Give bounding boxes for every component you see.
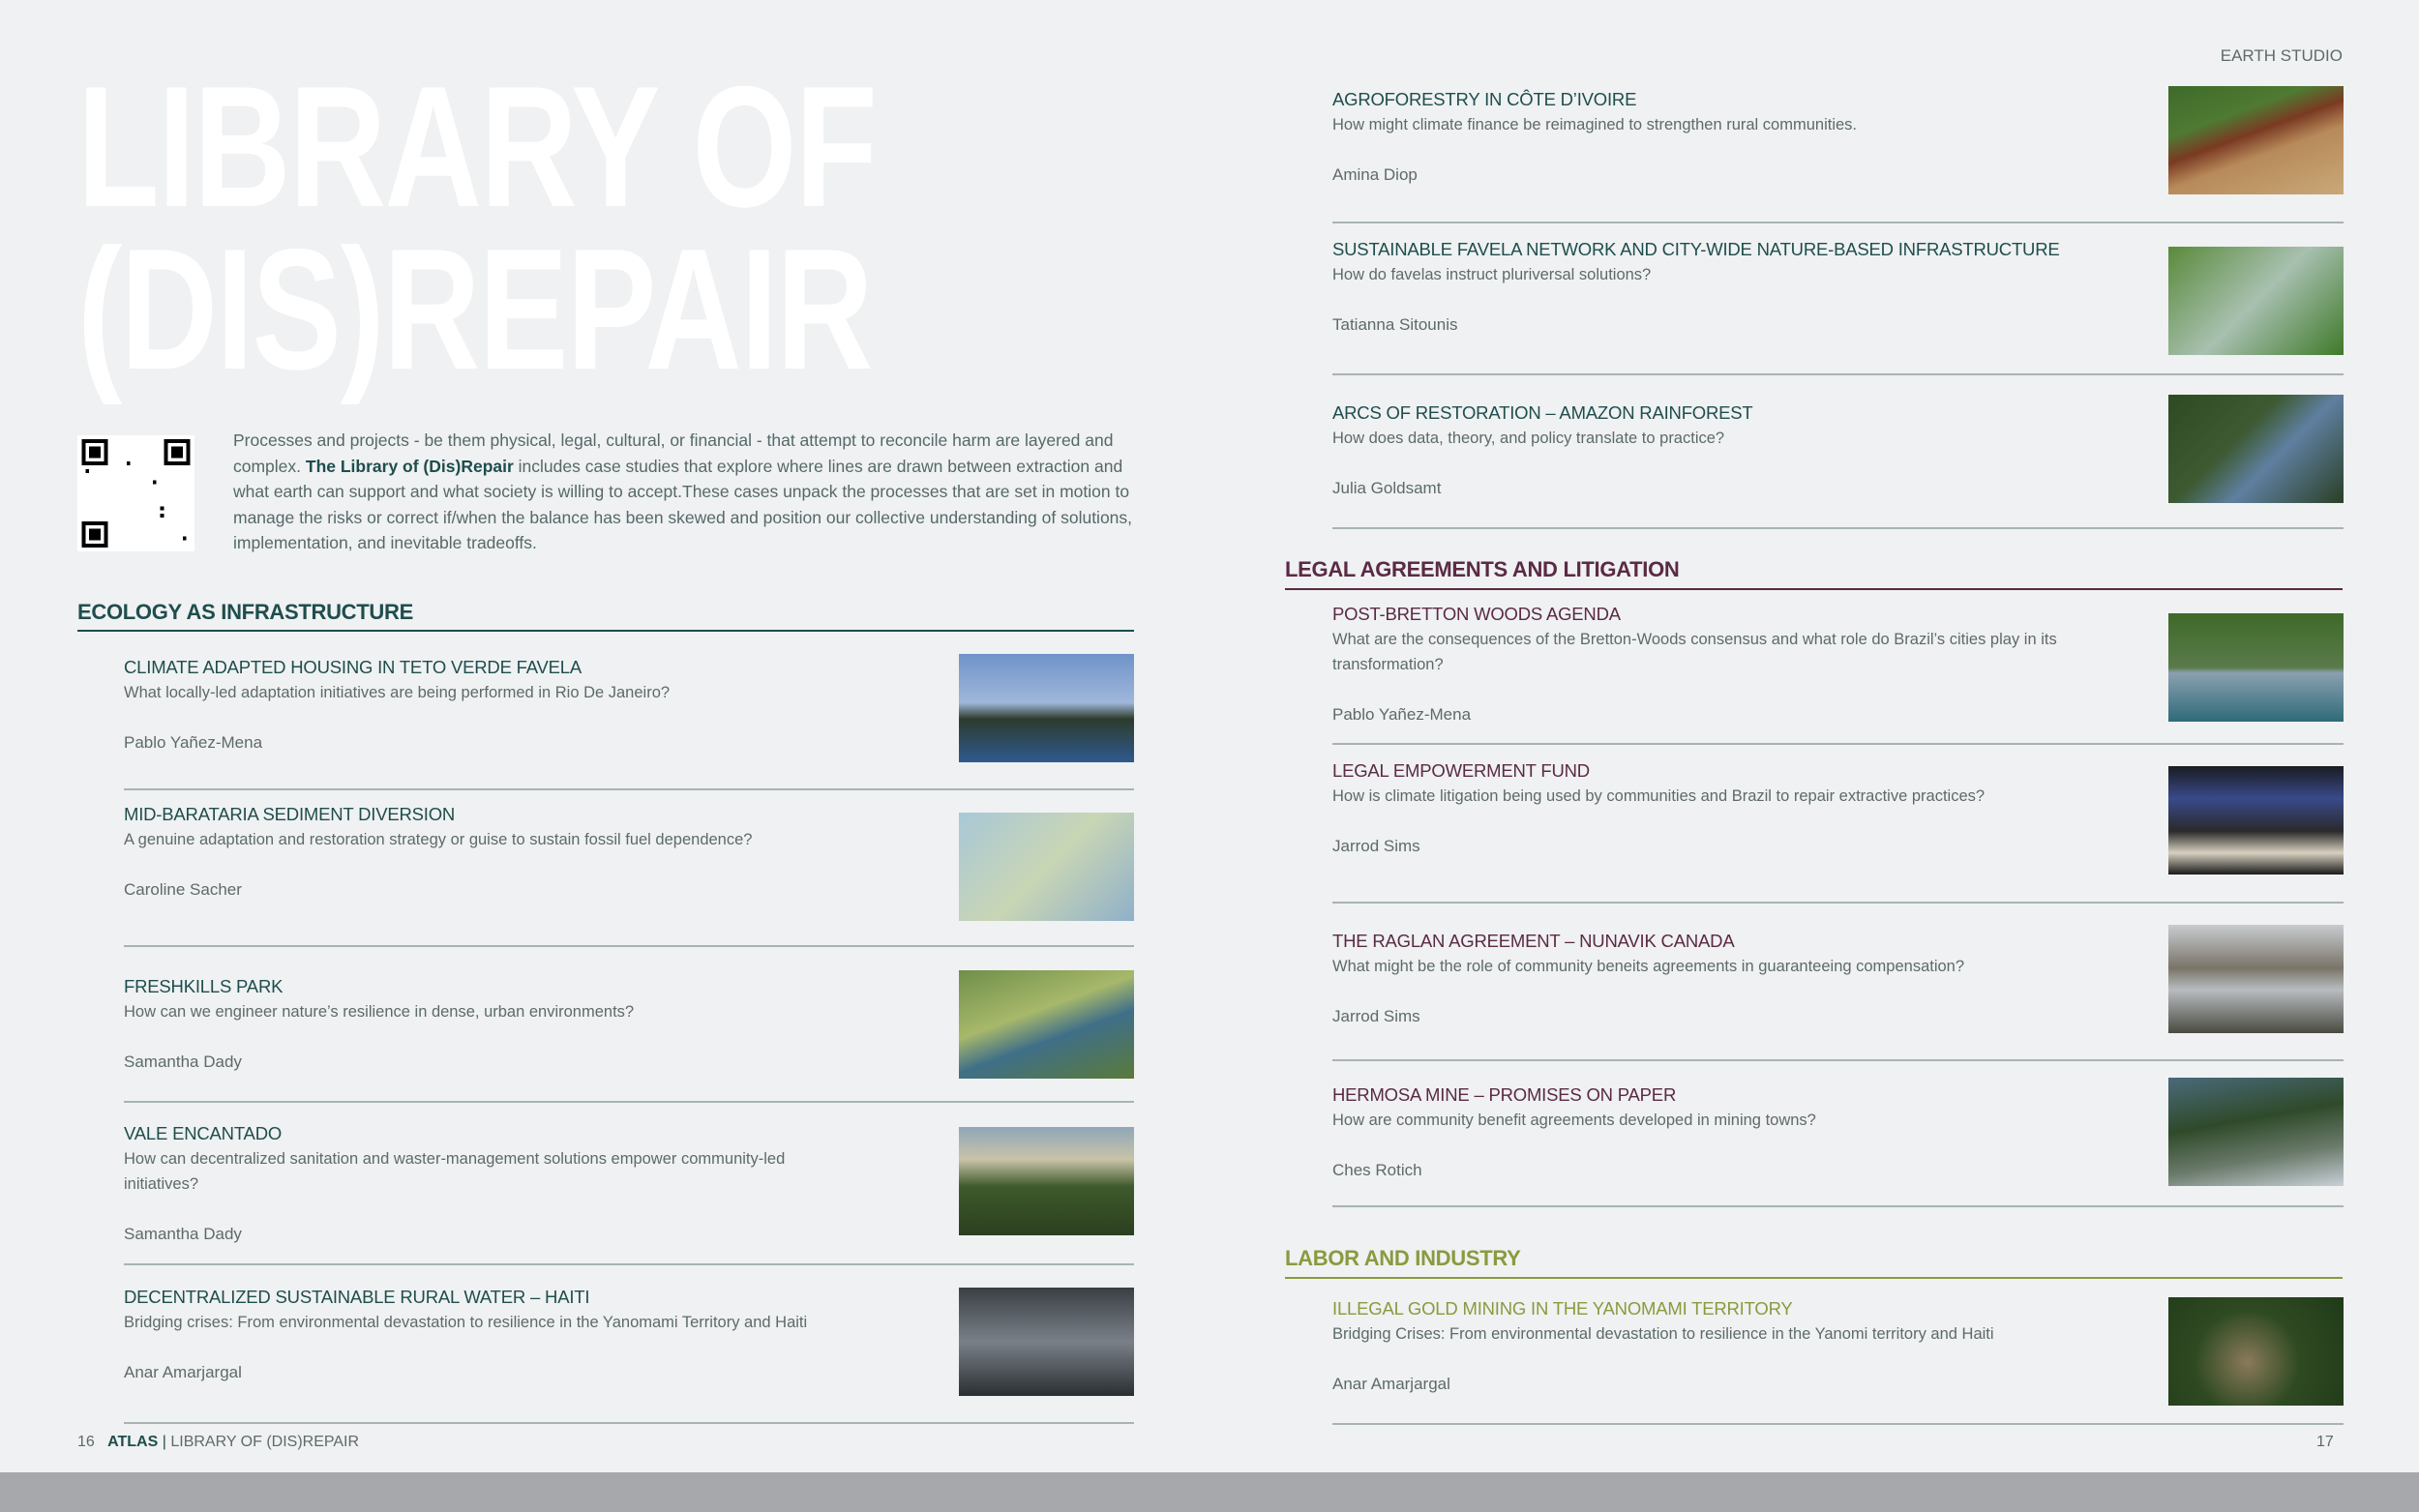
item-divider [1332, 1059, 2344, 1061]
case-title[interactable]: ILLEGAL GOLD MINING IN THE YANOMAMI TERRITORY [1332, 1298, 1793, 1319]
case-author: Jarrod Sims [1332, 837, 1420, 855]
case-study-item[interactable] [1332, 400, 2087, 501]
case-study-item[interactable] [124, 802, 821, 903]
intro-paragraph [233, 428, 1133, 556]
case-thumbnail[interactable] [2168, 766, 2344, 875]
section-heading-labor: LABOR AND INDUSTRY [1285, 1246, 1521, 1270]
case-thumbnail[interactable] [959, 970, 1134, 1079]
case-study-item[interactable] [1332, 602, 2087, 727]
item-divider [124, 788, 1134, 790]
case-author: Caroline Sacher [124, 880, 242, 899]
case-thumbnail[interactable] [2168, 1297, 2344, 1406]
section-heading-legal: LEGAL AGREEMENTS AND LITIGATION [1285, 557, 1680, 581]
intro-text: Processes and projects - be them physical, legal, cultural, or financial - that attempt to reconcile harm are layered and complex. [233, 430, 1114, 476]
case-title[interactable]: SUSTAINABLE FAVELA NETWORK AND CITY-WIDE NATURE-BASED INFRASTRUCTURE [1332, 239, 2060, 259]
case-thumbnail[interactable] [2168, 1078, 2344, 1186]
item-divider [1332, 1205, 2344, 1207]
case-question: Bridging crises: From environmental devastation to resilience in the Yanomami Territory and Haiti [124, 1314, 808, 1331]
qr-code[interactable] [77, 435, 194, 551]
item-divider [1332, 1423, 2344, 1425]
case-author: Tatianna Sitounis [1332, 315, 1458, 334]
case-thumbnail[interactable] [959, 1127, 1134, 1235]
case-author: Samantha Dady [124, 1052, 242, 1071]
case-question: What might be the role of community beneits agreements in guaranteeing compensation? [1332, 958, 1965, 975]
case-study-item[interactable] [124, 974, 821, 1075]
case-question: How do favelas instruct pluriversal solutions? [1332, 266, 1652, 283]
case-thumbnail[interactable] [2168, 395, 2344, 503]
case-author: Jarrod Sims [1332, 1007, 1420, 1025]
footer-left: 16 ATLAS | LIBRARY OF (DIS)REPAIR [77, 1434, 360, 1450]
intro-bold: The Library of (Dis)Repair [305, 456, 514, 476]
section-divider [1285, 1277, 2343, 1279]
case-thumbnail[interactable] [2168, 247, 2344, 355]
title-line-1: LIBRARY OF [77, 50, 877, 243]
case-title[interactable]: ARCS OF RESTORATION – AMAZON RAINFOREST [1332, 402, 1753, 423]
item-divider [1332, 373, 2344, 375]
page-title [77, 50, 877, 405]
case-title[interactable]: THE RAGLAN AGREEMENT – NUNAVIK CANADA [1332, 931, 1735, 951]
intro-text-2: includes case studies that explore where lines are drawn between extraction and what earth can support and what society is willing to accept.These cases unpack the processes that are set in motion to manage the risks or correct if/when the balance has been skewed and position our collective understanding of solutions, implementation, and inevitable tradeoffs. [233, 456, 1133, 552]
case-title[interactable]: CLIMATE ADAPTED HOUSING IN TETO VERDE FAVELA [124, 657, 582, 677]
case-title[interactable]: MID-BARATARIA SEDIMENT DIVERSION [124, 804, 456, 824]
footer-atlas: ATLAS [107, 1434, 159, 1450]
case-study-item[interactable] [124, 1285, 821, 1385]
item-divider [1332, 902, 2344, 904]
case-author: Julia Goldsamt [1332, 479, 1442, 497]
page-number-left: 16 [77, 1434, 95, 1450]
case-study-item[interactable] [1332, 758, 2087, 859]
case-author: Pablo Yañez-Mena [1332, 705, 1472, 724]
case-study-item[interactable] [1332, 1082, 2087, 1183]
item-divider [1332, 527, 2344, 529]
footer-section: LIBRARY OF (DIS)REPAIR [170, 1434, 360, 1450]
case-author: Pablo Yañez-Mena [124, 733, 263, 752]
case-thumbnail[interactable] [2168, 613, 2344, 722]
case-author: Ches Rotich [1332, 1161, 1422, 1179]
section-divider [77, 630, 1134, 632]
case-study-item[interactable] [124, 655, 821, 756]
title-line-2: (DIS)REPAIR [77, 213, 873, 405]
section-divider [1285, 588, 2343, 590]
item-divider [1332, 222, 2344, 223]
case-study-item[interactable] [1332, 237, 2087, 338]
case-question: How does data, theory, and policy translate to practice? [1332, 430, 1725, 447]
case-thumbnail[interactable] [959, 654, 1134, 762]
case-study-item[interactable] [124, 1121, 821, 1247]
page-number-right: 17 [2316, 1434, 2334, 1450]
case-author: Anar Amarjargal [1332, 1375, 1450, 1393]
case-title[interactable]: LEGAL EMPOWERMENT FUND [1332, 760, 1590, 781]
case-question: How can we engineer nature’s resilience in dense, urban environments? [124, 1003, 635, 1021]
case-author: Amina Diop [1332, 165, 1418, 184]
case-question: How are community benefit agreements developed in mining towns? [1332, 1112, 1816, 1129]
item-divider [124, 945, 1134, 947]
case-study-item[interactable] [1332, 1296, 2087, 1397]
case-question: How is climate litigation being used by communities and Brazil to repair extractive practices? [1332, 787, 1986, 805]
case-question: What locally-led adaptation initiatives are being performed in Rio De Janeiro? [124, 684, 671, 701]
case-author: Anar Amarjargal [124, 1363, 242, 1381]
case-title[interactable]: AGROFORESTRY IN CÔTE D’IVOIRE [1332, 89, 1637, 109]
case-author: Samantha Dady [124, 1225, 242, 1243]
item-divider [124, 1263, 1134, 1265]
case-question: Bridging Crises: From environmental devastation to resilience in the Yanomi territory and Haiti [1332, 1325, 1994, 1343]
case-title[interactable]: HERMOSA MINE – PROMISES ON PAPER [1332, 1084, 1677, 1105]
item-divider [124, 1422, 1134, 1424]
item-divider [124, 1101, 1134, 1103]
case-thumbnail[interactable] [2168, 86, 2344, 194]
case-study-item[interactable] [1332, 929, 2087, 1029]
case-thumbnail[interactable] [959, 1288, 1134, 1396]
case-question: What are the consequences of the Bretton-Woods consensus and what role do Brazil’s cities play in its transformation? [1332, 631, 2057, 673]
case-title[interactable]: POST-BRETTON WOODS AGENDA [1332, 604, 1621, 624]
case-thumbnail[interactable] [2168, 925, 2344, 1033]
section-heading-ecology: ECOLOGY AS INFRASTRUCTURE [77, 600, 413, 624]
header-studio: EARTH STUDIO [2220, 46, 2343, 65]
case-question: How can decentralized sanitation and waster-management solutions empower community-led initiatives? [124, 1150, 786, 1193]
case-study-item[interactable] [1332, 87, 2087, 188]
viewer-bottom-bar [0, 1472, 2419, 1512]
case-question: How might climate finance be reimagined to strengthen rural communities. [1332, 116, 1858, 133]
case-question: A genuine adaptation and restoration strategy or guise to sustain fossil fuel dependence? [124, 831, 753, 848]
case-title[interactable]: DECENTRALIZED SUSTAINABLE RURAL WATER – HAITI [124, 1287, 590, 1307]
case-thumbnail[interactable] [959, 813, 1134, 921]
case-title[interactable]: VALE ENCANTADO [124, 1123, 283, 1143]
item-divider [1332, 743, 2344, 745]
case-title[interactable]: FRESHKILLS PARK [124, 976, 284, 996]
